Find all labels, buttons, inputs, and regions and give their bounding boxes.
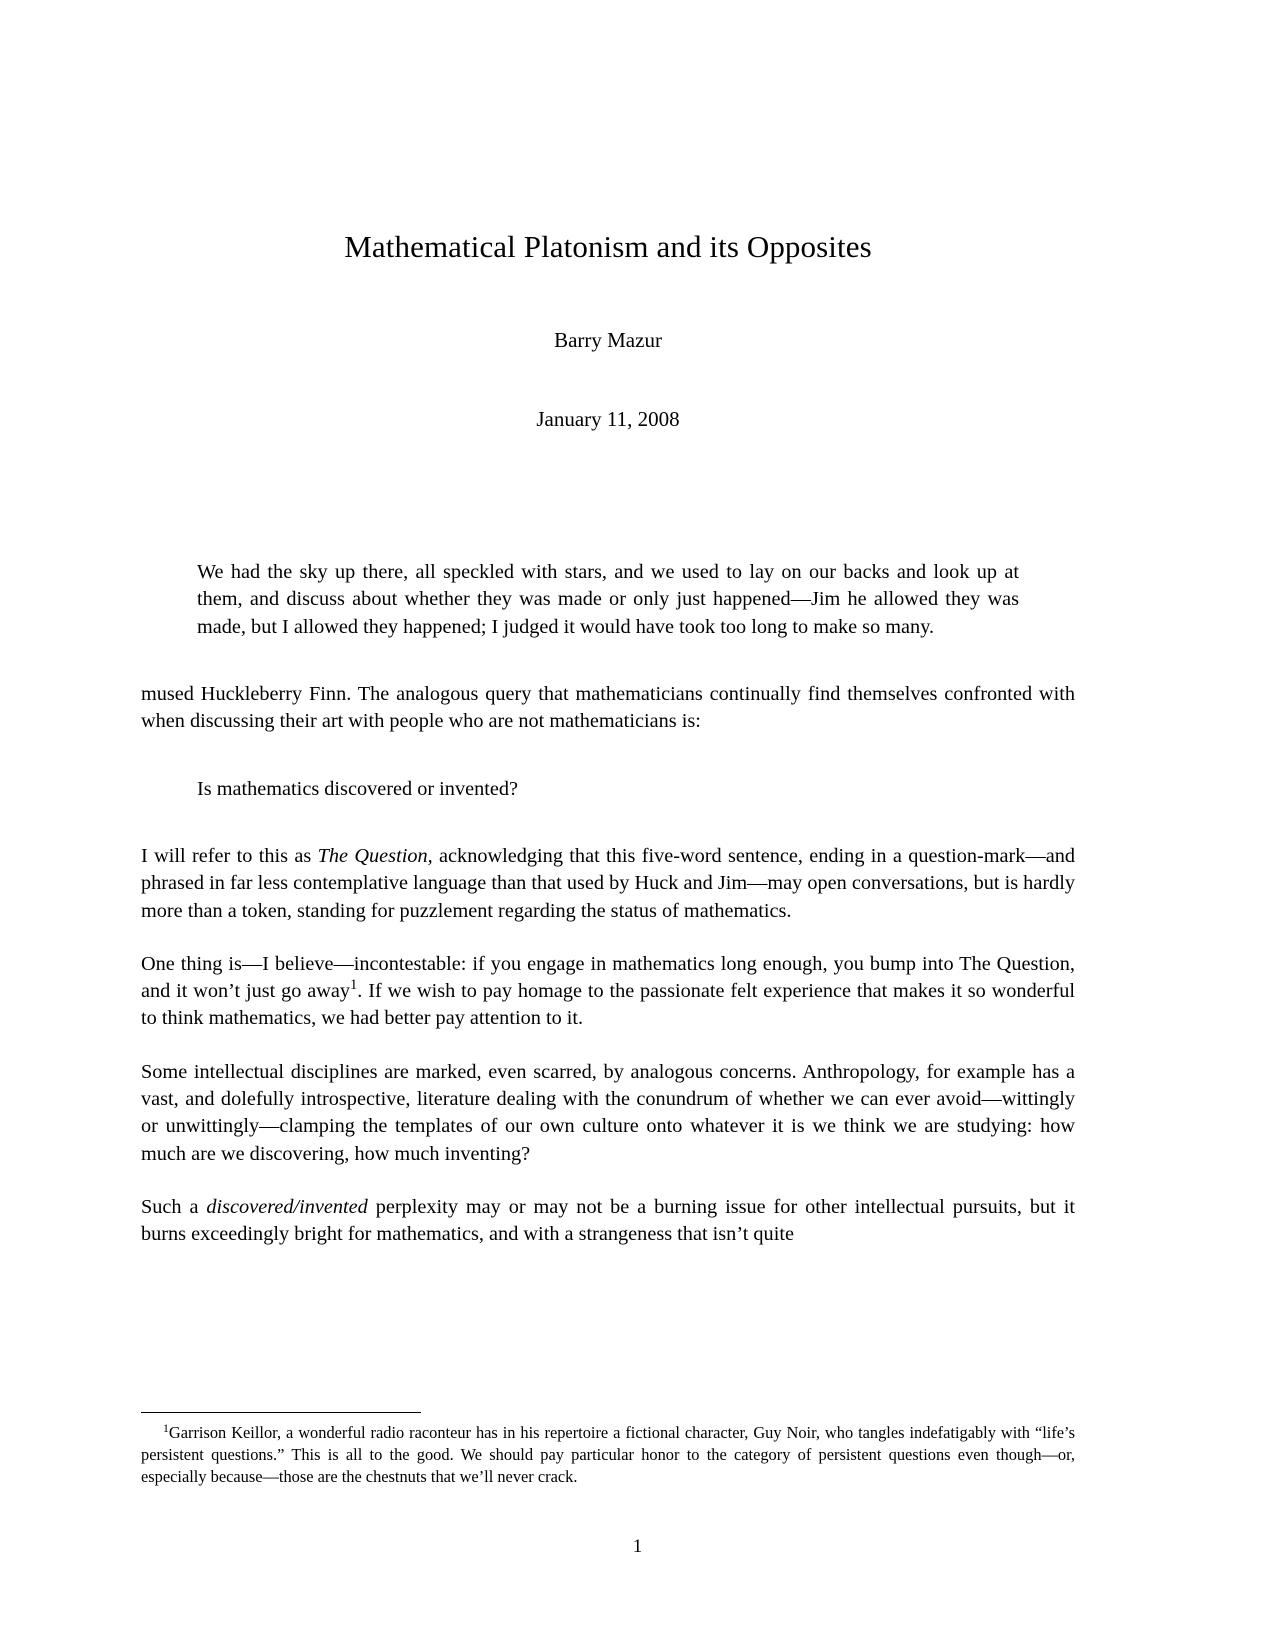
one-thing-text-pre: One thing is—I believe—incontestable: if you engage in mathematics long enough, you bump into The Question, and it won’t just go away bbox=[141, 952, 1075, 1003]
refer-text-post: acknowledging that this five-word sentence, ending in a question-mark—and phrased in far less contemplative language than that used by Huck and Jim—may open conversations, but is hardly more than a token, standing for puzzlement regarding the status of mathematics. bbox=[141, 844, 1075, 922]
body-text bbox=[141, 681, 1075, 1248]
paragraph-disciplines: Some intellectual disciplines are marked, even scarred, by analogous concerns. Anthropology, for example has a vast, and dolefully introspective, literature dealing with the conundrum of whether we can ever avoid—wittingly or unwittingly—clamping the templates of our own culture onto whatever it is we think we are studying: how much are we discovering, how much inventing? bbox=[141, 1060, 1075, 1165]
such-text-post: perplexity may or may not be a burning issue for other intellectual pursuits, but it burns exceedingly bright for mathematics, and with a strangeness that isn’t quite bbox=[141, 1195, 1075, 1246]
such-text-pre: Such a bbox=[141, 1195, 207, 1218]
the-question-italic: The Question, bbox=[317, 844, 433, 867]
document-date: January 11, 2008 bbox=[536, 407, 680, 432]
footnote-body: Garrison Keillor, a wonderful radio raconteur has in his repertoire a fictional character, Guy Noir, who tangles indefatigably with “life’s persistent questions.” This is all to the good. We should pay particular honor to the category of persistent questions even though—or, especially because—those are the chestnuts that we’ll never crack. bbox=[141, 1423, 1075, 1486]
paragraph-attribution: mused Huckleberry Finn. The analogous query that mathematicians continually find themselves confronted with when discussing their art with people who are not mathematicians is: bbox=[141, 683, 1075, 733]
paragraph-the-question bbox=[141, 843, 1075, 925]
spacer-after-title bbox=[141, 432, 1075, 559]
spacer-paragraph-2 bbox=[141, 1033, 1075, 1059]
displayed-question: Is mathematics discovered or invented? bbox=[197, 777, 519, 800]
footnote-divider bbox=[141, 1412, 421, 1413]
paragraph-one-thing bbox=[141, 951, 1075, 1033]
discovered-invented-italic: discovered/invented bbox=[206, 1195, 368, 1218]
page-number: 1 bbox=[632, 1536, 643, 1557]
footnote-1 bbox=[141, 1422, 1075, 1487]
author-name: Barry Mazur bbox=[554, 328, 662, 353]
footnote-number: 1 bbox=[163, 1421, 169, 1436]
spacer-after-epigraph bbox=[141, 641, 1075, 681]
page-title: Mathematical Platonism and its Opposites bbox=[344, 229, 872, 264]
footnote-area bbox=[141, 1412, 1075, 1487]
one-thing-text-post: . If we wish to pay homage to the passionate felt experience that makes it so wonderful to think mathematics, we had better pay attention to it. bbox=[141, 980, 1075, 1030]
spacer-paragraph-3 bbox=[141, 1168, 1075, 1194]
spacer-paragraph-1 bbox=[141, 925, 1075, 951]
spacer-before-question bbox=[141, 736, 1075, 776]
page-content bbox=[141, 0, 1075, 1249]
title-block bbox=[141, 0, 1075, 432]
paragraph-such-a-perplexity bbox=[141, 1194, 1075, 1249]
footnote-reference-marker[interactable]: 1 bbox=[349, 977, 358, 994]
epigraph-quote: We had the sky up there, all speckled with stars, and we used to lay on our backs and look up at them, and discuss about whether they was made or only just happened—Jim he allowed they was made, but I allowed they happened; I judged it would have took too long to make so many. bbox=[197, 561, 1019, 638]
spacer-after-question bbox=[141, 803, 1075, 843]
refer-text-pre: I will refer to this as bbox=[141, 844, 318, 867]
